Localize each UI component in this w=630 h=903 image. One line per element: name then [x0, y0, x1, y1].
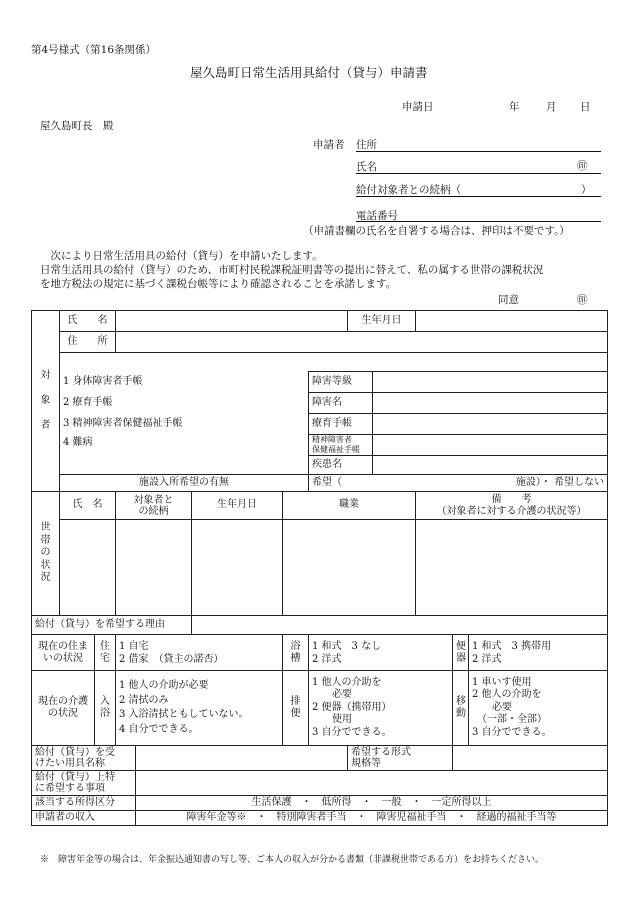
disability-grade-label: 障害等級: [309, 372, 373, 393]
disease-name-field[interactable]: [373, 456, 608, 475]
statement-line-1: 次により日常生活用具の給付（貸与）を申請いたします。: [40, 250, 323, 262]
date-day: 日: [580, 101, 591, 113]
ryoiku-label: 療育手帳: [309, 414, 373, 435]
consent-label: 同意: [498, 294, 519, 306]
excretion-options[interactable]: 1 他人の介助を 必要 2 便器（携帯用） 使用 3 自分でできる。: [309, 671, 453, 746]
care-bath-label: 入 浴: [95, 671, 116, 746]
address-line[interactable]: [356, 151, 601, 152]
disease-name-label: 疾患名: [309, 456, 373, 475]
household-col-relation: 対象者と の続柄: [116, 492, 192, 520]
applicant-label: 申請者: [313, 139, 345, 151]
household-relation-cell[interactable]: [116, 520, 192, 616]
reason-label: 給付（貸与）を希望する理由: [32, 616, 192, 635]
subject-address-label: 住 所: [60, 332, 116, 353]
income-bracket-options[interactable]: 生活保護 ・ 低所得 ・ 一般 ・ 一定所得以上: [136, 796, 608, 811]
income-bracket-label: 該当する所得区分: [32, 796, 136, 811]
toilet-options[interactable]: 1 和式 3 携帯用 2 洋式: [469, 635, 608, 671]
ryoiku-field[interactable]: [373, 414, 608, 435]
consent-seal[interactable]: ㊞: [577, 294, 588, 306]
move-label: 移 動: [453, 671, 469, 746]
mental-cert-label: 精神障害者 保健福祉手帳: [309, 435, 373, 456]
cert-option-3[interactable]: 3 精神障害者保健福祉手帳: [60, 414, 309, 435]
household-section-label: 世 帯 の 状 況: [32, 492, 60, 616]
form-title: 屋久島町日常生活用具給付（貸与）申請書: [190, 65, 428, 80]
bath-options[interactable]: 1 和式 3 なし 2 洋式: [309, 635, 453, 671]
applicant-address-label: 住所: [356, 139, 377, 151]
cert-option-2[interactable]: 2 療育手帳: [60, 393, 309, 414]
special-request-label: 給付（貸与）上特 に希望する事項: [32, 771, 136, 796]
disability-grade-field[interactable]: [373, 372, 608, 393]
phone-label: 電話番号: [356, 210, 398, 222]
subject-address-field[interactable]: [116, 332, 608, 353]
applicant-name-label: 氏名: [356, 161, 377, 173]
cert-option-4[interactable]: 4 難病: [60, 435, 309, 475]
subject-birth-label: 生年月日: [348, 311, 416, 332]
house-label: 住 宅: [95, 635, 116, 671]
application-table: [31, 310, 608, 826]
household-col-remarks: 備 考 （対象者に対する介護の状況等）: [416, 492, 608, 520]
disability-name-label: 障害名: [309, 393, 373, 414]
subject-name-label: 氏 名: [60, 311, 116, 332]
spec-field[interactable]: [453, 746, 608, 771]
household-name-cell[interactable]: [60, 520, 116, 616]
move-options[interactable]: 1 車いす使用 2 他人の介助を 必要 （一部・全部） 3 自分でできる。: [469, 671, 608, 746]
toilet-label: 便 器: [453, 635, 469, 671]
relation-label: 給付対象者との続柄（: [356, 184, 461, 196]
cert-blank-row: [60, 353, 608, 372]
living-label: 現在の住ま いの状況: [32, 635, 95, 671]
special-request-field[interactable]: [136, 771, 608, 796]
form-number: 第4号様式（第16条関係）: [31, 44, 157, 56]
seal-note: （申請書欄の氏名を自署する場合は、押印は不要です。）: [303, 225, 570, 237]
household-col-job: 職業: [283, 492, 416, 520]
care-label: 現在の介護 の状況: [32, 671, 95, 746]
item-name-label: 給付（貸与）を受 けたい用具名称: [32, 746, 136, 771]
addressee: 屋久島町長 殿: [40, 120, 114, 132]
care-bath-options[interactable]: 1 他人の介助が必要 2 清拭のみ 3 入浴清拭ともしていない。 4 自分でできる。: [116, 671, 283, 746]
relation-close: ）: [581, 184, 592, 196]
household-birth-cell[interactable]: [192, 520, 283, 616]
date-month: 月: [546, 101, 557, 113]
reason-field[interactable]: [192, 616, 608, 635]
income-label: 申請者の収入: [32, 811, 136, 826]
spec-label: 希望する形式 規格等: [348, 746, 453, 771]
subject-birth-field[interactable]: [416, 311, 608, 332]
item-name-field[interactable]: [136, 746, 348, 771]
subject-section-label: 対 象 者: [32, 311, 60, 492]
footnote: ※ 障害年金等の場合は、年金振込通知書の写し等、ご本人の収入が分かる書類（非課税世帯である方）をお持ちください。: [40, 855, 545, 865]
cert-option-1[interactable]: 1 身体障害者手帳: [60, 372, 309, 393]
facility-hope[interactable]: 希望（: [309, 475, 453, 492]
household-col-name: 氏 名: [60, 492, 116, 520]
date-label: 申請日: [402, 101, 434, 113]
applicant-seal: ㊞: [577, 160, 588, 172]
statement-line-2: 日常生活用具の給付（貸与）のため、市町村民税課税証明書等の提出に替えて、私の属する世帯の課税状況: [40, 264, 544, 276]
subject-name-field[interactable]: [116, 311, 348, 332]
income-options[interactable]: 障害年金等※ ・ 特別障害者手当 ・ 障害児福祉手当 ・ 経過的福祉手当等: [136, 811, 608, 826]
bath-label: 浴 槽: [283, 635, 309, 671]
phone-line[interactable]: [356, 221, 601, 222]
mental-cert-field[interactable]: [373, 435, 608, 456]
name-line[interactable]: [356, 173, 601, 174]
statement-line-3: を地方税法の規定に基づく課税台帳等により確認されることを承諾します。: [40, 278, 397, 290]
household-col-birth: 生年月日: [192, 492, 283, 520]
facility-label: 施設入所希望の有無: [60, 475, 309, 492]
date-year: 年: [509, 101, 520, 113]
disability-name-field[interactable]: [373, 393, 608, 414]
excretion-label: 排 便: [283, 671, 309, 746]
facility-close[interactable]: 施設）・ 希望しない: [453, 475, 608, 492]
household-remarks-cell[interactable]: [416, 520, 608, 616]
house-options[interactable]: 1 自宅 2 借家 （貸主の諾否）: [116, 635, 283, 671]
relation-line[interactable]: [356, 196, 601, 197]
household-job-cell[interactable]: [283, 520, 416, 616]
